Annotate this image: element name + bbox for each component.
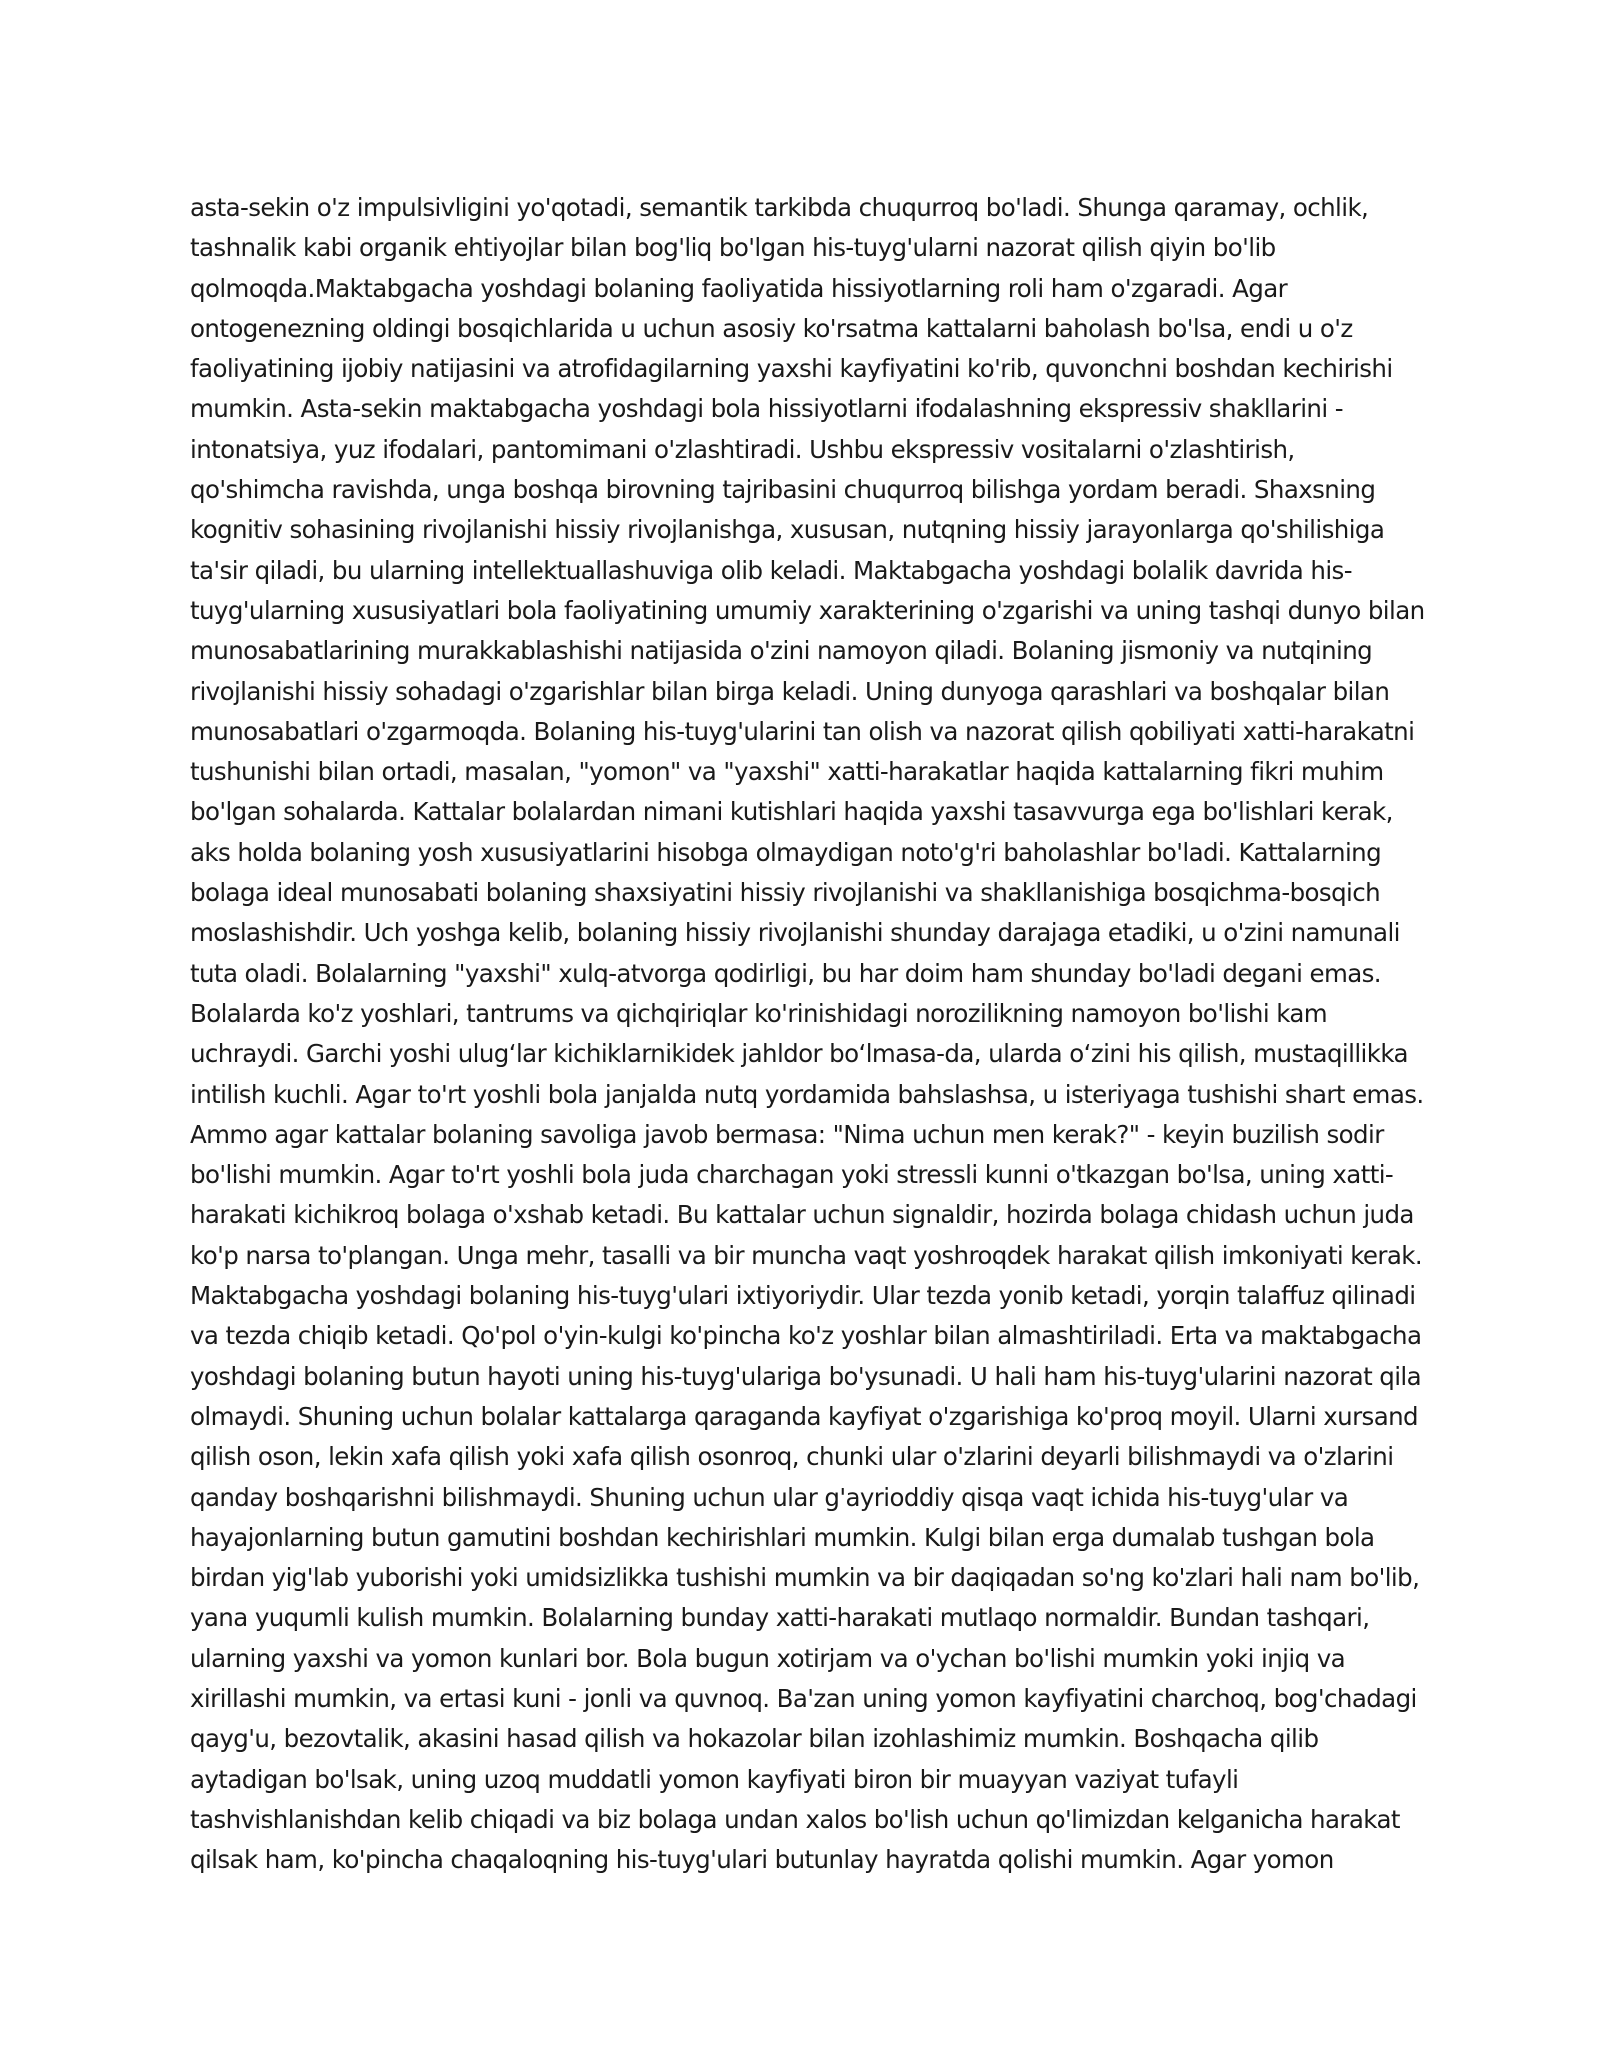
text-line: yana yuqumli kulish mumkin. Bolalarning bunday xatti-harakati mutlaqo normaldir. Bundan tashqari,	[190, 1603, 1370, 1633]
text-line: tuta oladi. Bolalarning "yaxshi" xulq-atvorga qodirligi, bu har doim ham shunday bo'ladi degani emas.	[190, 958, 1381, 988]
text-line: ko'p narsa to'plangan. Unga mehr, tasalli va bir muncha vaqt yoshroqdek harakat qilish imkoniyati kerak.	[190, 1240, 1423, 1270]
text-line: mumkin. Asta-sekin maktabgacha yoshdagi bola hissiyotlarni ifodalashning ekspressiv shakllarini -	[190, 394, 1343, 424]
text-line: ta'sir qiladi, bu ularning intellektuallashuviga olib keladi. Maktabgacha yoshdagi bolalik davrida his-	[190, 555, 1352, 585]
text-line: birdan yig'lab yuborishi yoki umidsizlikka tushishi mumkin va bir daqiqadan so'ng ko'zlari hali nam bo'lib,	[190, 1563, 1420, 1593]
text-line: intonatsiya, yuz ifodalari, pantomimani o'zlashtiradi. Ushbu ekspressiv vositalarni o'zlashtirish,	[190, 434, 1295, 464]
text-line: aks holda bolaning yosh xususiyatlarini hisobga olmaydigan noto'g'ri baholashlar bo'ladi. Kattalarning	[190, 837, 1382, 867]
text-line: qilish oson, lekin xafa qilish yoki xafa qilish osonroq, chunki ular o'zlarini deyarli bilishmaydi va o'zlarini	[190, 1442, 1394, 1472]
text-line: Ammo agar kattalar bolaning savoliga javob bermasa: "Nima uchun men kerak?" - keyin buzilish sodir	[190, 1119, 1384, 1149]
text-line: qanday boshqarishni bilishmaydi. Shuning uchun ular g'ayrioddiy qisqa vaqt ichida his-tuyg'ular va	[190, 1482, 1349, 1512]
text-line: aytadigan bo'lsak, uning uzoq muddatli yomon kayfiyati biron bir muayyan vaziyat tufayli	[190, 1764, 1239, 1794]
text-line: Bolalarda ko'z yoshlari, tantrums va qichqiriqlar ko'rinishidagi norozilikning namoyon bo'lishi kam	[190, 998, 1328, 1028]
text-line: harakati kichikroq bolaga o'xshab ketadi. Bu kattalar uchun signaldir, hozirda bolaga chidash uchun juda	[190, 1200, 1414, 1230]
text-line: intilish kuchli. Agar to'rt yoshli bola janjalda nutq yordamida bahslashsa, u isteriyaga tushishi shart emas.	[190, 1079, 1424, 1109]
text-line: yoshdagi bolaning butun hayoti uning his-tuyg'ulariga bo'ysunadi. U hali ham his-tuyg'ularini nazorat qila	[190, 1361, 1422, 1391]
text-line: qilsak ham, ko'pincha chaqaloqning his-tuyg'ulari butunlay hayratda qolishi mumkin. Agar yomon	[190, 1845, 1334, 1875]
text-line: bo'lgan sohalarda. Kattalar bolalardan nimani kutishlari haqida yaxshi tasavvurga ega bo'lishlari kerak,	[190, 797, 1393, 827]
text-line: ontogenezning oldingi bosqichlarida u uchun asosiy ko'rsatma kattalarni baholash bo'lsa, endi u o'z	[190, 313, 1353, 343]
text-line: tashvishlanishdan kelib chiqadi va biz bolaga undan xalos bo'lish uchun qo'limizdan kelganicha harakat	[190, 1804, 1400, 1834]
text-line: xirillashi mumkin, va ertasi kuni - jonli va quvnoq. Ba'zan uning yomon kayfiyatini charchoq, bog'chadagi	[190, 1683, 1417, 1713]
text-line: bo'lishi mumkin. Agar to'rt yoshli bola juda charchagan yoki stressli kunni o'tkazgan bo'lsa, uning xatti-	[190, 1160, 1394, 1190]
text-line: tuyg'ularning xususiyatlari bola faoliyatining umumiy xarakterining o'zgarishi va uning tashqi dunyo bilan	[190, 595, 1425, 625]
text-line: va tezda chiqib ketadi. Qo'pol o'yin-kulgi ko'pincha ko'z yoshlar bilan almashtiriladi. Erta va maktabgacha	[190, 1321, 1422, 1351]
text-line: hayajonlarning butun gamutini boshdan kechirishlari mumkin. Kulgi bilan erga dumalab tushgan bola	[190, 1522, 1375, 1552]
text-line: tashnalik kabi organik ehtiyojlar bilan bog'liq bo'lgan his-tuyg'ularni nazorat qilish qiyin bo'lib	[190, 233, 1276, 263]
text-line: ularning yaxshi va yomon kunlari bor. Bola bugun xotirjam va o'ychan bo'lishi mumkin yoki injiq va	[190, 1643, 1346, 1673]
text-line: qo'shimcha ravishda, unga boshqa birovning tajribasini chuqurroq bilishga yordam beradi. Shaxsning	[190, 475, 1376, 505]
text-line: rivojlanishi hissiy sohadagi o'zgarishlar bilan birga keladi. Uning dunyoga qarashlari va boshqalar bilan	[190, 676, 1390, 706]
text-line: qolmoqda.Maktabgacha yoshdagi bolaning faoliyatida hissiyotlarning roli ham o'zgaradi. Agar	[190, 273, 1288, 303]
text-line: tushunishi bilan ortadi, masalan, "yomon" va "yaxshi" xatti-harakatlar haqida kattalarning fikri muhim	[190, 757, 1384, 787]
text-line: uchraydi. Garchi yoshi ulug‘lar kichiklarnikidek jahldor bo‘lmasa-da, ularda o‘zini his qilish, mustaqillikka	[190, 1039, 1408, 1069]
text-line: moslashishdir. Uch yoshga kelib, bolaning hissiy rivojlanishi shunday darajaga etadiki, u o'zini namunali	[190, 918, 1400, 948]
text-line: munosabatlarining murakkablashishi natijasida o'zini namoyon qiladi. Bolaning jismoniy va nutqining	[190, 636, 1373, 666]
text-line: kognitiv sohasining rivojlanishi hissiy rivojlanishga, xususan, nutqning hissiy jarayonlarga qo'shilishiga	[190, 515, 1385, 545]
body-paragraph	[190, 188, 1435, 1880]
text-line: asta-sekin o'z impulsivligini yo'qotadi, semantik tarkibda chuqurroq bo'ladi. Shunga qaramay, ochlik,	[190, 193, 1369, 222]
text-line: faoliyatining ijobiy natijasini va atrofidagilarning yaxshi kayfiyatini ko'rib, quvonchni boshdan kechirishi	[190, 354, 1393, 384]
text-line: olmaydi. Shuning uchun bolalar kattalarga qaraganda kayfiyat o'zgarishiga ko'proq moyil. Ularni xursand	[190, 1401, 1419, 1431]
text-line: qayg'u, bezovtalik, akasini hasad qilish va hokazolar bilan izohlashimiz mumkin. Boshqacha qilib	[190, 1724, 1319, 1754]
text-line: Maktabgacha yoshdagi bolaning his-tuyg'ulari ixtiyoriydir. Ular tezda yonib ketadi, yorqin talaffuz qilinadi	[190, 1281, 1416, 1311]
text-line: munosabatlari o'zgarmoqda. Bolaning his-tuyg'ularini tan olish va nazorat qilish qobiliyati xatti-harakatni	[190, 716, 1415, 746]
text-line: bolaga ideal munosabati bolaning shaxsiyatini hissiy rivojlanishi va shakllanishiga bosqichma-bosqich	[190, 878, 1381, 908]
